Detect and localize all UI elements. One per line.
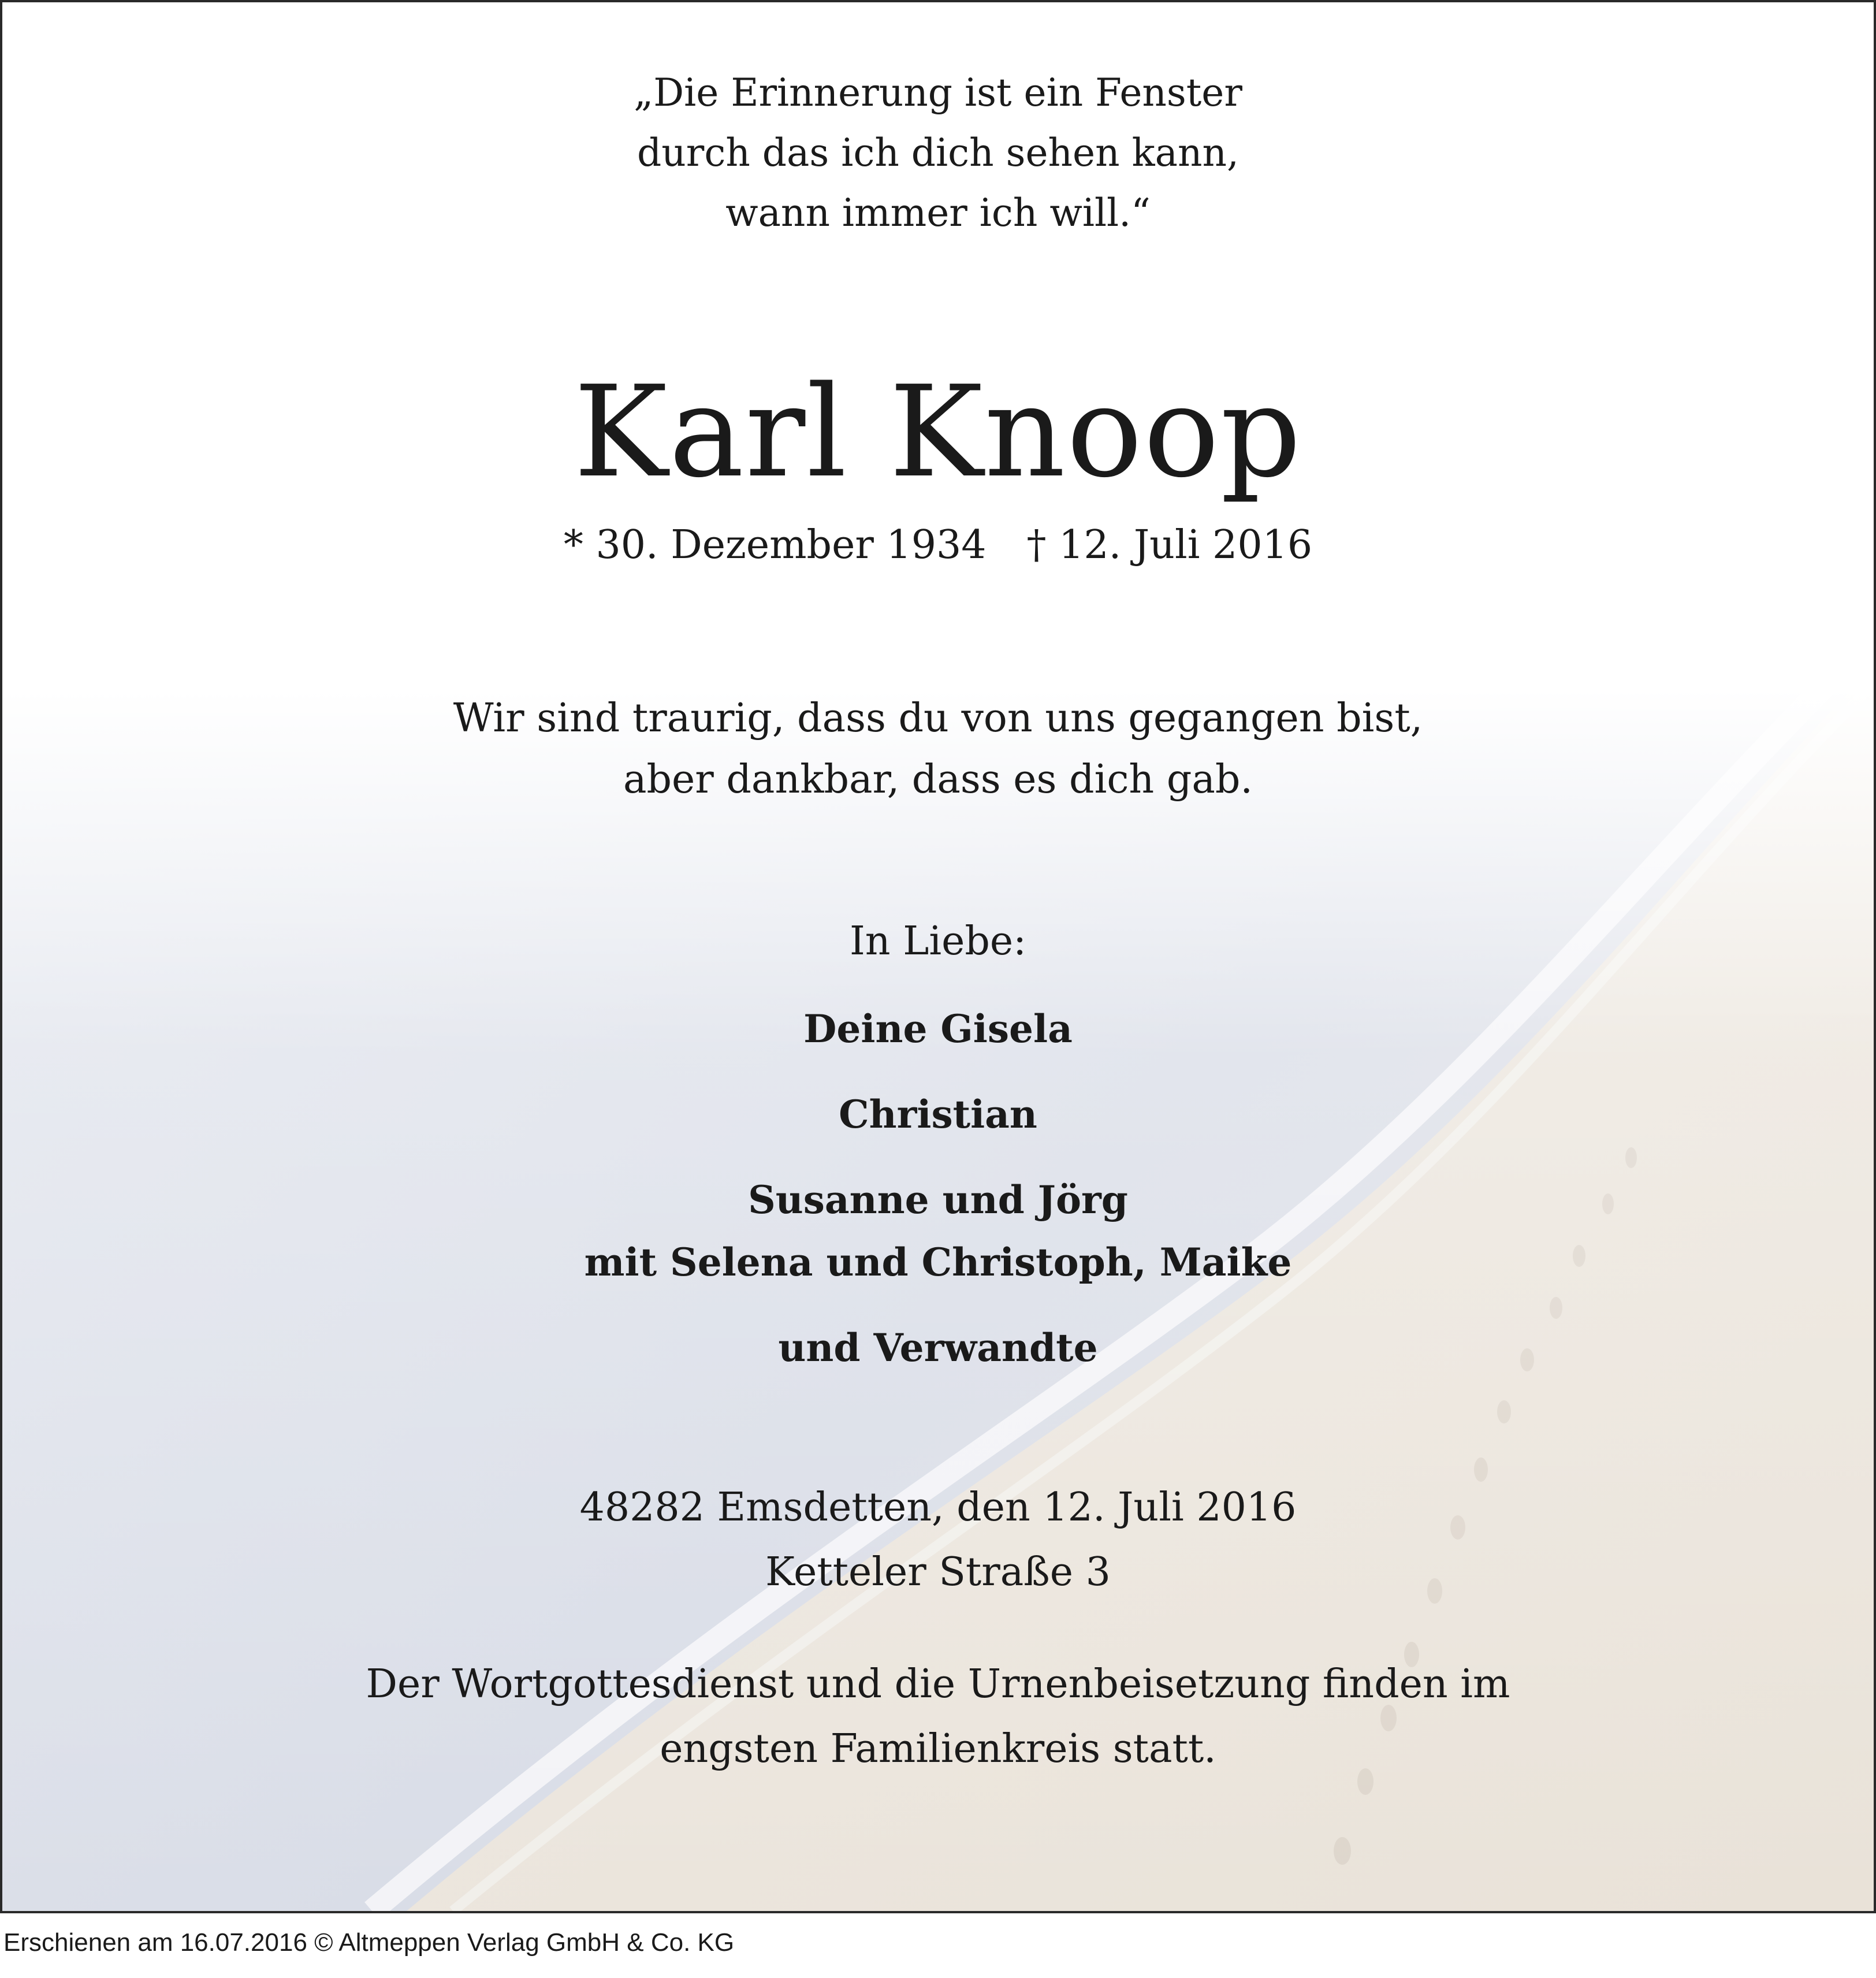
quote-line-2: durch das ich dich sehen kann, bbox=[637, 131, 1239, 175]
publication-footer: Erschienen am 16.07.2016 © Altmeppen Verlag GmbH & Co. KG bbox=[3, 1928, 735, 1957]
mourner-name: Christian bbox=[839, 1092, 1037, 1137]
message-line-1: Wir sind traurig, dass du von uns gegangen bist, bbox=[453, 696, 1423, 741]
mourner-name: mit Selena und Christoph, Maike bbox=[584, 1240, 1292, 1285]
deceased-name: Karl Knoop bbox=[574, 359, 1302, 505]
quote-line-3: wann immer ich will.“ bbox=[725, 191, 1151, 235]
mourner-name: Deine Gisela bbox=[803, 1006, 1073, 1051]
address-line-1: 48282 Emsdetten, den 12. Juli 2016 bbox=[579, 1485, 1297, 1530]
mourner-name: Susanne und Jörg bbox=[748, 1177, 1128, 1222]
message-line-2: aber dankbar, dass es dich gab. bbox=[623, 757, 1253, 802]
address-line-2: Ketteler Straße 3 bbox=[765, 1549, 1111, 1595]
quote-line-1: „Die Erinnerung ist ein Fenster bbox=[634, 70, 1242, 115]
life-dates bbox=[2, 522, 1874, 568]
service-line-1: Der Wortgottesdienst und die Urnenbeisetzung finden im bbox=[366, 1661, 1510, 1707]
service-line-2: engsten Familienkreis statt. bbox=[660, 1726, 1216, 1772]
mourners-intro: In Liebe: bbox=[849, 919, 1027, 964]
mourner-name: und Verwandte bbox=[778, 1325, 1098, 1370]
death-date: † 12. Juli 2016 bbox=[1026, 522, 1313, 568]
birth-date: * 30. Dezember 1934 bbox=[563, 522, 987, 568]
